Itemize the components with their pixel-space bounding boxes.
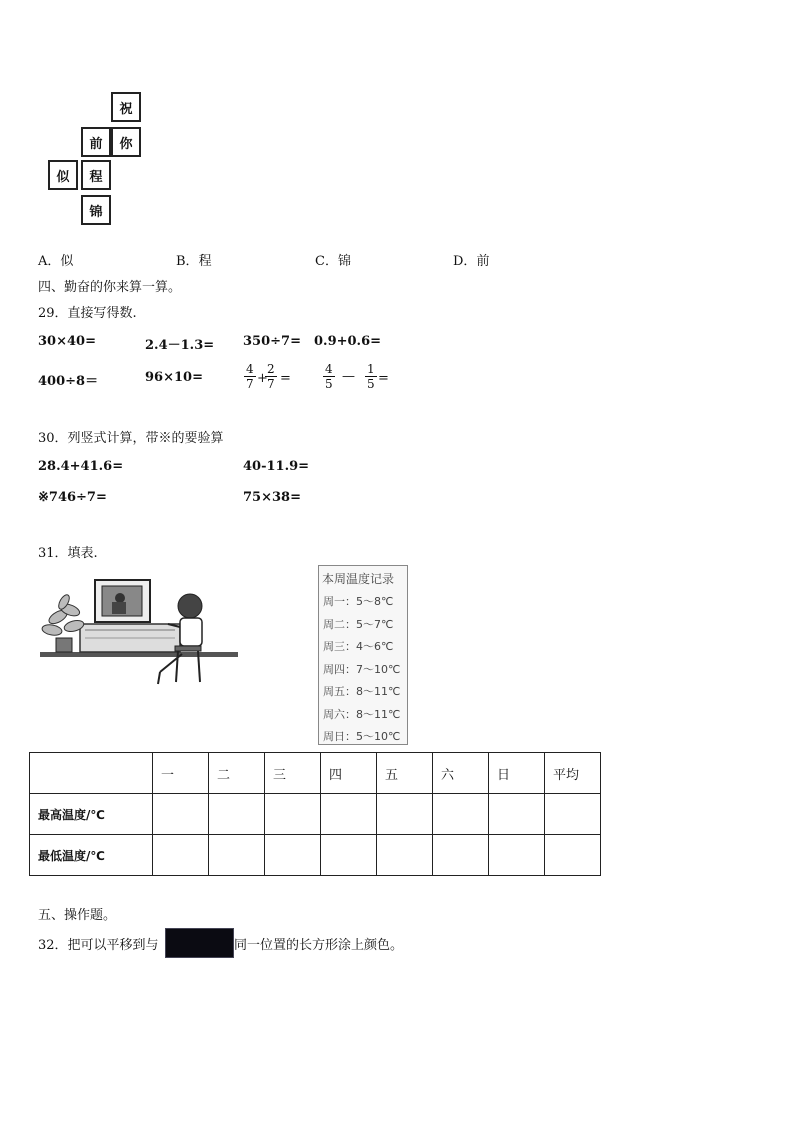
operator-plus: + xyxy=(257,371,268,386)
net-cell-mid-right: 你 xyxy=(111,127,141,157)
option-d xyxy=(453,250,489,269)
row-label-max: 最高温度/℃ xyxy=(30,794,153,835)
table-header-cell: 三 xyxy=(265,753,321,794)
option-letter: A． xyxy=(38,254,61,269)
net-cell-bottom: 锦 xyxy=(81,195,111,225)
temperature-record-card xyxy=(318,565,408,745)
q29-title: 29．直接写得数. xyxy=(38,306,137,321)
option-c xyxy=(315,250,351,269)
q30-title: 30．列竖式计算，带※的要验算 xyxy=(38,431,224,446)
numerator: 4 xyxy=(246,362,254,376)
option-text: 锦 xyxy=(337,254,351,269)
blank-cell[interactable] xyxy=(153,835,209,876)
section-4-heading: 四、勤奋的你来算一算。 xyxy=(38,280,182,295)
table-header-cell: 五 xyxy=(377,753,433,794)
option-letter: B． xyxy=(176,254,199,269)
equals-sign: = xyxy=(378,371,389,386)
option-letter: C． xyxy=(315,254,338,269)
table-row xyxy=(30,794,601,835)
q29-expr: 30×40= xyxy=(38,334,96,349)
child-watching-tv-illustration xyxy=(40,572,240,687)
net-cell-top: 祝 xyxy=(111,92,141,122)
table-header-cell: 平均 xyxy=(545,753,601,794)
blank-cell[interactable] xyxy=(377,835,433,876)
blank-cell[interactable] xyxy=(545,794,601,835)
denominator: 5 xyxy=(367,377,375,391)
table-header-cell: 二 xyxy=(209,753,265,794)
black-rectangle-image xyxy=(165,928,234,958)
q30-expr: 75×38= xyxy=(243,490,301,505)
card-row: 周二：5～7℃ xyxy=(323,618,394,631)
net-cell-left: 似 xyxy=(48,160,78,190)
q32-suffix: 同一位置的长方形涂上颜色。 xyxy=(234,938,404,953)
blank-cell[interactable] xyxy=(545,835,601,876)
card-title: 本周温度记录 xyxy=(322,572,395,586)
q29-expr: 2.4－1.3= xyxy=(145,338,215,353)
table-header-cell: 一 xyxy=(153,753,209,794)
card-row: 周六：8～11℃ xyxy=(323,708,401,721)
blank-cell[interactable] xyxy=(209,794,265,835)
fraction xyxy=(323,362,335,391)
net-cell-center: 程 xyxy=(81,160,111,190)
denominator: 7 xyxy=(246,377,254,391)
option-text: 程 xyxy=(198,254,212,269)
denominator: 5 xyxy=(325,377,333,391)
table-header-cell: 六 xyxy=(433,753,489,794)
option-text: 似 xyxy=(60,254,74,269)
table-corner-cell xyxy=(30,753,153,794)
net-cell-mid-left: 前 xyxy=(81,127,111,157)
q30-expr: ※746÷7= xyxy=(38,490,107,505)
blank-cell[interactable] xyxy=(489,835,545,876)
blank-cell[interactable] xyxy=(433,835,489,876)
blank-cell[interactable] xyxy=(377,794,433,835)
row-label-min: 最低温度/℃ xyxy=(30,835,153,876)
option-b xyxy=(176,250,212,269)
q32-prefix: 32．把可以平移到与 xyxy=(38,938,159,953)
table-header-cell: 日 xyxy=(489,753,545,794)
fraction xyxy=(244,362,256,391)
table-row xyxy=(30,835,601,876)
q29-expr: 0.9+0.6= xyxy=(314,334,382,349)
blank-cell[interactable] xyxy=(265,835,321,876)
card-row: 周五：8～11℃ xyxy=(323,685,401,698)
card-row: 周日：5～10℃ xyxy=(323,730,401,743)
section-5-heading: 五、操作题。 xyxy=(38,908,117,923)
blank-cell[interactable] xyxy=(209,835,265,876)
fraction xyxy=(365,362,377,391)
equals-sign: = xyxy=(280,371,291,386)
operator-minus: — xyxy=(342,369,355,384)
table-header-row xyxy=(30,753,601,794)
table-header-cell: 四 xyxy=(321,753,377,794)
card-row: 周一：5～8℃ xyxy=(323,595,394,608)
option-a xyxy=(38,250,73,269)
blank-cell[interactable] xyxy=(265,794,321,835)
q29-expr: 400÷8＝ xyxy=(38,374,99,389)
option-text: 前 xyxy=(476,254,490,269)
q31-title: 31．填表. xyxy=(38,546,98,561)
card-row: 周三：4～6℃ xyxy=(323,640,394,653)
numerator: 2 xyxy=(267,362,275,376)
numerator: 4 xyxy=(325,362,333,376)
fraction xyxy=(265,362,277,391)
numerator: 1 xyxy=(367,362,375,376)
blank-cell[interactable] xyxy=(489,794,545,835)
card-row: 周四：7～10℃ xyxy=(323,663,401,676)
q30-expr: 40-11.9= xyxy=(243,459,310,474)
temperature-table xyxy=(29,752,601,876)
q29-expr: 350÷7= xyxy=(243,334,301,349)
q29-expr: 96×10= xyxy=(145,370,203,385)
denominator: 7 xyxy=(267,377,275,391)
blank-cell[interactable] xyxy=(321,835,377,876)
option-letter: D． xyxy=(453,254,477,269)
blank-cell[interactable] xyxy=(321,794,377,835)
blank-cell[interactable] xyxy=(153,794,209,835)
q30-expr: 28.4+41.6= xyxy=(38,459,124,474)
blank-cell[interactable] xyxy=(433,794,489,835)
